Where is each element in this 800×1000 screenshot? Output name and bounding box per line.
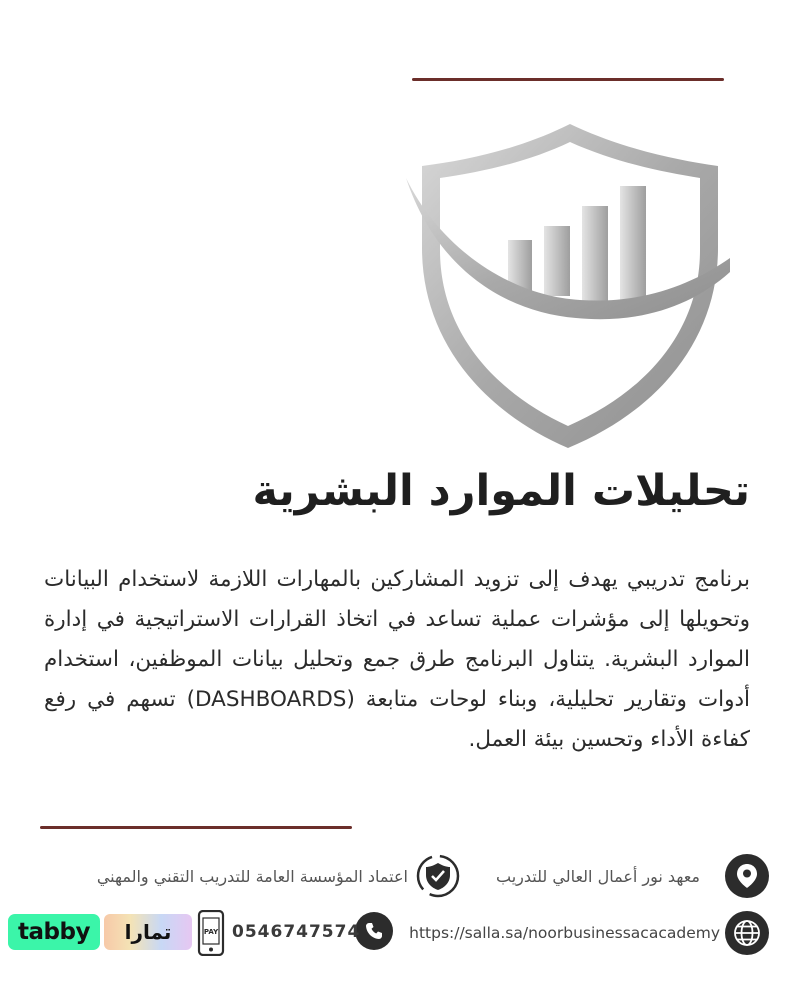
top-divider xyxy=(412,78,724,81)
institute-name: معهد نور أعمال العالي للتدريب xyxy=(495,867,700,886)
accreditation-badge-icon xyxy=(414,853,462,899)
accreditation-text: اعتماد المؤسسة العامة للتدريب التقني والمهني xyxy=(96,867,408,886)
website-link[interactable]: https://salla.sa/noorbusinessacacademy xyxy=(409,924,720,942)
tabby-payment-badge: tabby xyxy=(8,914,100,950)
bottom-divider xyxy=(40,826,352,829)
pay-label: PAY xyxy=(203,928,219,936)
footer-info-row xyxy=(0,851,800,901)
footer-contact-row xyxy=(0,908,800,958)
globe-icon xyxy=(725,911,769,955)
mobile-pay-icon xyxy=(196,910,226,956)
whatsapp-icon[interactable] xyxy=(355,912,393,950)
page-title: تحليلات الموارد البشرية xyxy=(252,466,750,516)
phone-number[interactable]: 0546747574 xyxy=(232,922,361,942)
location-pin-icon xyxy=(725,854,769,898)
program-description: برنامج تدريبي يهدف إلى تزويد المشاركين بالمهارات اللازمة لاستخدام البيانات وتحويلها إلى مؤشرات عملية تساعد في اتخاذ القرارات الاستراتيجية في إدارة الموارد البشرية. يتناول البرنامج طرق جمع وتحليل بيانات الموظفين، استخدام أدوات وتقارير تحليلية، وبناء لوحات متابعة (DASHBOARDS) تسهم في رفع كفاءة الأداء وتحسين بيئة العمل. xyxy=(44,567,750,752)
tamara-payment-badge: تمارا xyxy=(104,914,192,950)
shield-chart-icon xyxy=(400,118,730,453)
